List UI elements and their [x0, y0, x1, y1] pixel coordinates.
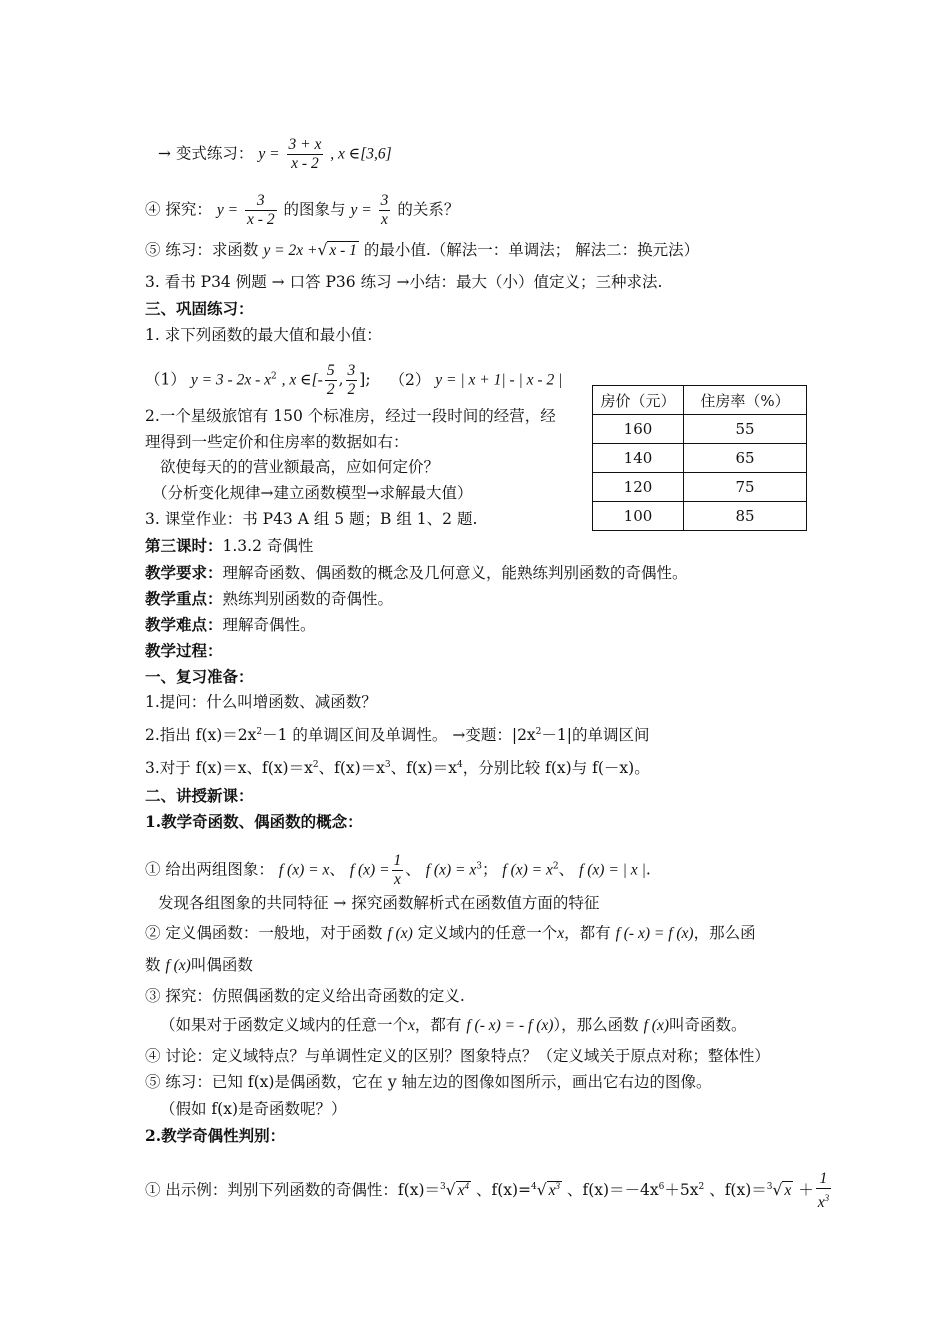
math: f (x) = x — [278, 861, 330, 879]
table-row — [593, 502, 807, 531]
sqrt-symbol: √ — [445, 1181, 456, 1199]
table-cell: 120 — [593, 473, 684, 502]
table-header: 住房率（%） — [684, 386, 807, 415]
text: ① 出示例：判别下列函数的奇偶性：f(x)＝ — [145, 1181, 441, 1199]
text-line: 1.提问：什么叫增函数、减函数？ — [145, 693, 377, 711]
text-line: （分析变化规律→建立函数模型→求解最大值） — [152, 484, 473, 502]
text-line: 3. 课堂作业：书 P43 A 组 5 题；B 组 1、2 题. — [145, 510, 478, 528]
table-header: 房价（元） — [593, 386, 684, 415]
fraction — [245, 192, 277, 229]
denominator: x - 2 — [291, 155, 319, 172]
text: 2.指出 f(x)＝2x — [145, 726, 257, 744]
lesson-title-line — [145, 536, 313, 556]
process-heading: 教学过程： — [145, 641, 223, 660]
label: 第三课时： — [145, 536, 223, 555]
superscript: 2 — [552, 861, 559, 872]
text-line: ⑤ 练习：已知 f(x)是偶函数，它在 y 轴左边的图像如图所示，画出它右边的图像。 — [145, 1073, 712, 1091]
text: → 变式练习： — [158, 144, 254, 163]
label: 教学要求： — [145, 563, 223, 582]
text: 的关系？ — [397, 200, 460, 219]
math: f (x) = x — [502, 861, 553, 879]
sqrt-symbol: √ — [772, 1181, 783, 1199]
superscript: 2 — [535, 727, 542, 737]
text: ，都有 — [414, 1016, 462, 1034]
superscript: 4 — [464, 1181, 470, 1191]
denominator: x - 2 — [247, 211, 275, 228]
math: y = — [216, 201, 239, 219]
text: 理解奇偶性。 — [222, 616, 316, 634]
denominator — [816, 1189, 831, 1212]
text: （如果对于函数定义域内的任意一个 — [160, 1016, 409, 1034]
math: f (- x) = - f (x) — [466, 1017, 554, 1034]
root-index: 4 — [531, 1182, 537, 1192]
sqrt-content — [456, 1181, 471, 1199]
text: 、f(x)= — [475, 1181, 532, 1199]
table-cell: 65 — [684, 444, 807, 473]
section-heading: 一、复习准备： — [145, 667, 254, 686]
text: ，分别比较 f(x)与 f(－x)。 — [462, 759, 650, 777]
superscript: 2 — [256, 727, 263, 737]
text: 叫偶函数 — [190, 956, 253, 974]
text: 、 — [329, 860, 345, 879]
label: 教学重点： — [145, 589, 223, 608]
section-heading: 三、巩固练习： — [145, 299, 254, 318]
fraction — [392, 852, 404, 889]
fraction — [379, 192, 391, 229]
text: 的最小值.（解法一：单调法； 解法二：换元法） — [363, 241, 700, 259]
fraction — [325, 362, 337, 399]
exercise-line — [145, 240, 699, 261]
text: 、f(x)＝x — [318, 759, 385, 777]
superscript: 3 — [824, 1193, 830, 1203]
text: （2） — [389, 370, 431, 389]
text: 3.对于 f(x)＝x、f(x)＝x — [145, 759, 313, 777]
math: f (x) — [165, 957, 191, 974]
superscript: 4 — [456, 760, 463, 770]
example-line — [145, 1170, 833, 1212]
table-row — [593, 444, 807, 473]
text: －1|的单调区间 — [541, 726, 650, 744]
text: , — [338, 370, 344, 389]
text: 、f(x)＝ — [709, 1181, 767, 1199]
math: x — [548, 1182, 556, 1199]
text: －1 的单调区间及单调性。 →变题：|2x — [262, 726, 536, 744]
denominator: 2 — [326, 381, 335, 398]
graphs-line — [145, 852, 651, 889]
math: x — [817, 1194, 825, 1211]
text-line — [145, 755, 650, 778]
explore-line — [145, 192, 459, 229]
text: 1.3.2 奇偶性 — [222, 537, 314, 555]
odd-function-def-line — [160, 1015, 747, 1036]
text: ② 定义偶函数：一般地，对于函数 — [145, 924, 383, 942]
superscript: 2 — [698, 1182, 705, 1192]
table-row — [593, 415, 807, 444]
denominator: 2 — [347, 381, 356, 398]
price-occupancy-table — [592, 385, 807, 531]
math: f (x) — [643, 1017, 670, 1034]
sqrt-content: x - 1 — [329, 242, 357, 259]
math: f (x) = — [349, 861, 390, 879]
text: 、 — [558, 860, 575, 879]
text: ④ 探究： — [145, 200, 212, 219]
subsection-heading: 2.教学奇偶性判别： — [145, 1126, 286, 1145]
numerator: 3 — [347, 362, 356, 379]
math: f (x) = x — [425, 861, 477, 879]
sqrt-symbol: √ — [317, 241, 328, 259]
text: ，都有 — [564, 924, 611, 942]
text-line: （假如 f(x)是奇函数呢？） — [160, 1100, 347, 1118]
text: 、 — [405, 860, 421, 879]
requirement-line — [145, 563, 688, 583]
fraction — [816, 1170, 831, 1212]
difficulty-line — [145, 615, 316, 635]
text: ① 给出两组图象： — [145, 860, 274, 879]
text: . — [645, 860, 651, 879]
root-index: 3 — [440, 1182, 446, 1192]
text: （1） — [145, 370, 186, 389]
text: 的图象与 — [283, 200, 346, 219]
fraction — [287, 136, 324, 173]
math: f (- x) = f (x) — [615, 925, 694, 942]
math: y = | x + 1| - | x - 2 | — [435, 371, 563, 389]
text: ； — [481, 860, 498, 879]
table-cell: 140 — [593, 444, 684, 473]
superscript: 6 — [658, 1182, 665, 1192]
text: ]; — [359, 370, 371, 389]
table-header-row — [593, 386, 807, 415]
text: ，那么函 — [693, 924, 756, 942]
text-line: 欲使每天的的营业额最高，应如何定价？ — [160, 458, 440, 476]
text-line — [145, 955, 253, 976]
numerator: 5 — [326, 362, 335, 379]
superscript: 2 — [270, 371, 277, 382]
math: f (x) = | x | — [579, 861, 646, 879]
numerator: 3 + x — [288, 136, 322, 153]
text: 熟练判别函数的奇偶性。 — [222, 590, 394, 608]
text-line: 2.一个星级旅馆有 150 个标准房，经过一段时间的经营，经 — [145, 407, 556, 425]
fraction — [346, 362, 358, 399]
text-line: 1. 求下列函数的最大值和最小值： — [145, 326, 382, 344]
table-cell: 100 — [593, 502, 684, 531]
denominator: x — [381, 211, 388, 228]
text: 数 — [145, 956, 161, 974]
text: ），那么函数 — [553, 1016, 639, 1034]
text: ⑤ 练习：求函数 — [145, 241, 259, 259]
label: 教学难点： — [145, 615, 223, 634]
math: y = 3 - 2x - x — [190, 371, 271, 389]
text: 定义域内的任意一个 — [417, 924, 558, 942]
text: 、f(x)＝x — [390, 759, 457, 777]
table-cell: 85 — [684, 502, 807, 531]
section-heading: 二、讲授新课： — [145, 786, 254, 805]
even-function-def-line — [145, 923, 756, 944]
table-cell: 160 — [593, 415, 684, 444]
sqrt-symbol: √ — [536, 1181, 547, 1199]
subsection-heading: 1.教学奇函数、偶函数的概念： — [145, 812, 363, 831]
sqrt-content — [547, 1181, 562, 1199]
superscript: 3 — [384, 760, 391, 770]
math: x — [557, 925, 565, 942]
math: x — [457, 1182, 465, 1199]
text: ＋5x — [664, 1181, 699, 1199]
table-cell: 55 — [684, 415, 807, 444]
table-row — [593, 473, 807, 502]
text-line: 发现各组图象的共同特征 → 探究函数解析式在函数值方面的特征 — [158, 894, 600, 912]
root-index: 3 — [766, 1182, 773, 1192]
key-point-line — [145, 589, 393, 609]
math: , x ∈[3,6] — [330, 145, 392, 163]
math: x — [408, 1017, 415, 1034]
text-line: 理得到一些定价和住房率的数据如右： — [145, 433, 409, 451]
table-cell: 75 — [684, 473, 807, 502]
text-line: ④ 讨论：定义域特点？与单调性定义的区别？图象特点？（定义域关于原点对称；整体性） — [145, 1047, 770, 1065]
text: 、f(x)＝－4x — [566, 1181, 659, 1199]
sqrt-content: x — [784, 1182, 792, 1199]
numerator: 3 — [245, 192, 277, 211]
math: y = — [350, 201, 372, 219]
denominator: x — [393, 871, 401, 888]
math: y = 2x + — [263, 242, 318, 259]
text-line — [145, 722, 650, 745]
numerator: 1 — [393, 852, 402, 869]
text-line: ③ 探究：仿照偶函数的定义给出奇函数的定义. — [145, 987, 465, 1005]
superscript: 2 — [312, 760, 319, 770]
textbook-line: 3. 看书 P34 例题 → 口答 P36 练习 →小结：最大（小）值定义；三种求法. — [145, 273, 663, 291]
text: 理解奇函数、偶函数的概念及几何意义，能熟练判别函数的奇偶性。 — [222, 564, 688, 582]
question-line — [145, 362, 562, 399]
math: , x ∈[- — [281, 371, 323, 389]
numerator: 1 — [816, 1170, 831, 1189]
text: 叫奇函数。 — [669, 1016, 747, 1034]
math: y = — [258, 145, 280, 163]
text: ＋ — [798, 1181, 814, 1199]
math: f (x) — [387, 925, 413, 942]
numerator: 3 — [380, 192, 389, 209]
superscript: 3 — [555, 1181, 561, 1191]
superscript: 3 — [476, 861, 482, 872]
variant-exercise-line — [158, 136, 392, 173]
